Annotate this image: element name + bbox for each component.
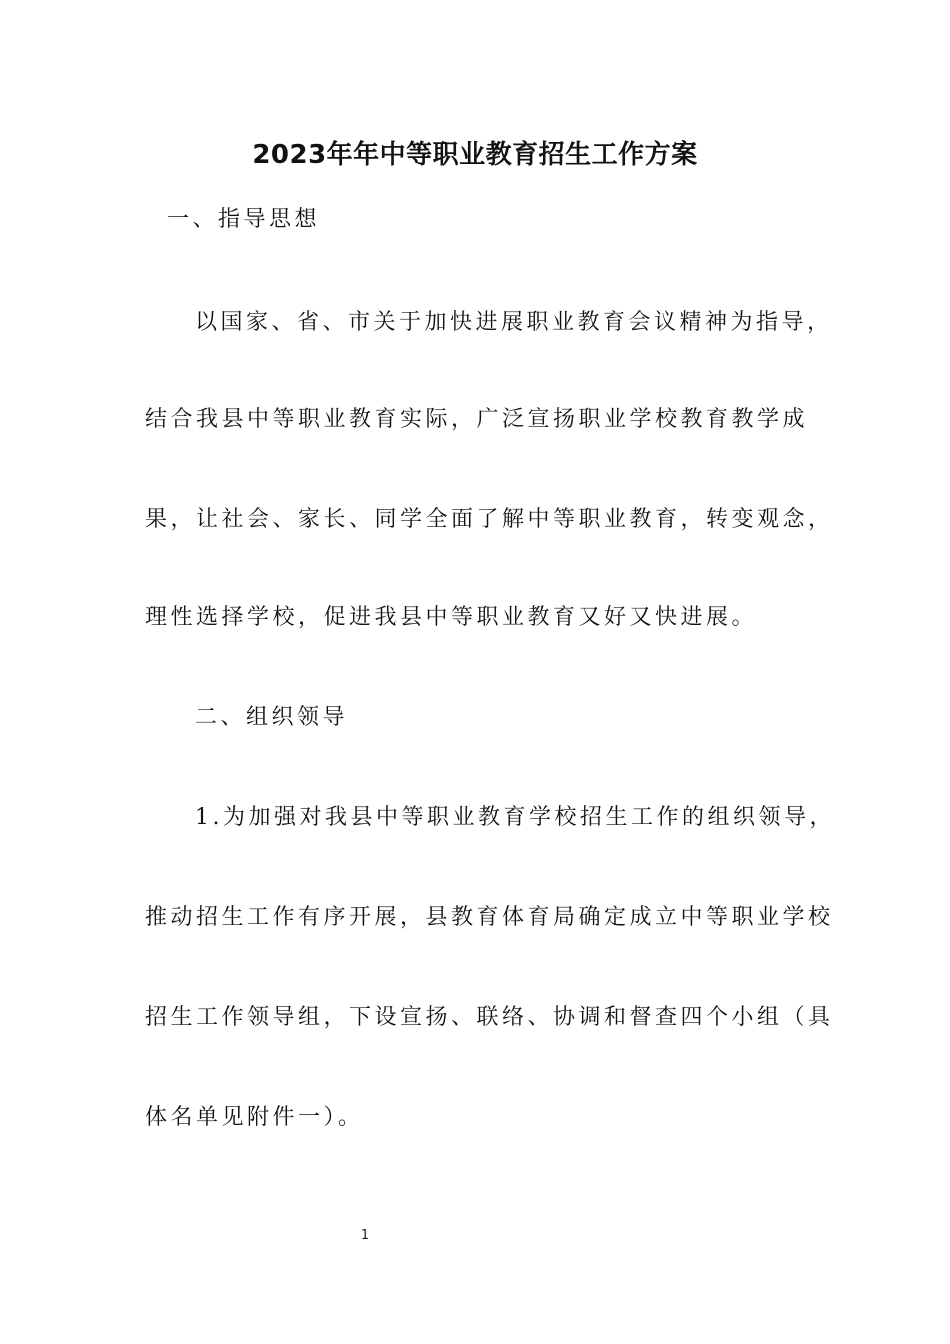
- paragraph-line: 1.为加强对我县中等职业教育学校招生工作的组织领导，: [195, 805, 835, 830]
- paragraph-line: 招生工作领导组，下设宣扬、联络、协调和督查四个小组（具: [145, 1005, 834, 1030]
- section-heading-organization: 二、组织领导: [195, 705, 349, 730]
- paragraph-line: 以国家、省、市关于加快进展职业教育会议精神为指导，: [195, 310, 833, 335]
- document-title: 2023年年中等职业教育招生工作方案: [252, 140, 698, 170]
- paragraph-line: 结合我县中等职业教育实际，广泛宣扬职业学校教育教学成: [145, 407, 809, 432]
- paragraph-line: 推动招生工作有序开展，县教育体育局确定成立中等职业学校: [145, 905, 834, 930]
- paragraph-line: 理性选择学校，促进我县中等职业教育又好又快进展。: [145, 605, 758, 630]
- section-heading-guiding-thought: 一、指导思想: [167, 207, 321, 232]
- paragraph-line: 体名单见附件一）。: [145, 1105, 364, 1130]
- page-number: 1: [360, 1228, 370, 1243]
- paragraph-line: 果，让社会、家长、同学全面了解中等职业教育，转变观念，: [145, 507, 834, 532]
